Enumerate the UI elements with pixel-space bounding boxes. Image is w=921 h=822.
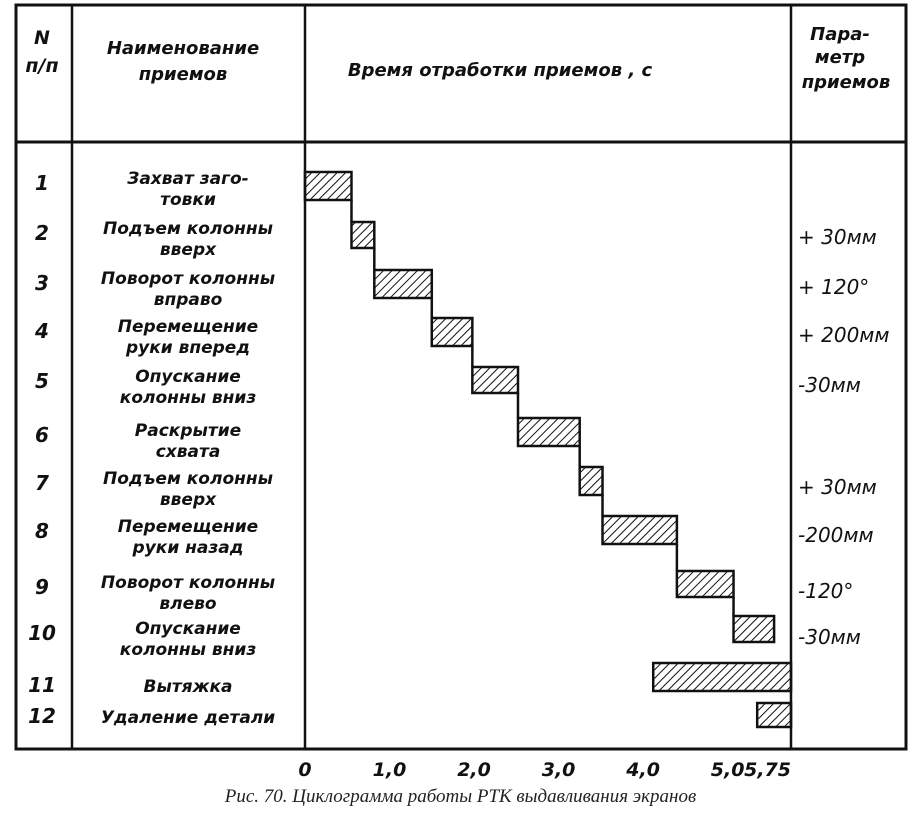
row-name-line: вверх [159, 240, 217, 260]
x-tick-label: 2,0 [457, 759, 491, 781]
row-parameter: + 30мм [798, 225, 877, 249]
row-name-line: Удаление детали [100, 708, 276, 728]
row-number: 1 [35, 171, 49, 195]
x-tick-label: 3,0 [541, 759, 576, 781]
header-name-line1: Наименование [106, 38, 260, 59]
x-axis-ticks [298, 759, 791, 781]
row-name-line: Перемещение [117, 517, 259, 537]
x-tick-label: 4,0 [626, 759, 660, 781]
gantt-bar [603, 516, 677, 544]
row-parameter: -30мм [798, 625, 861, 649]
row-number: 8 [35, 519, 49, 543]
row-number: 3 [35, 271, 49, 295]
row-number: 6 [35, 423, 49, 447]
row-name-line: вправо [153, 290, 223, 310]
row-name-line: Подъем колонны [103, 219, 273, 239]
header-time: Время отработки приемов , с [347, 60, 653, 81]
gantt-bar [472, 367, 518, 393]
row-number: 9 [35, 575, 49, 599]
header-name-line2: приемов [138, 64, 228, 85]
row-parameter: -120° [798, 579, 854, 603]
header-param-line1: Пара- [810, 24, 870, 45]
row-number: 12 [28, 704, 56, 728]
chart-rows [28, 169, 889, 728]
row-number: 2 [35, 221, 49, 245]
row-name-line: руки назад [132, 538, 244, 558]
gantt-bar [757, 703, 791, 727]
row-name-line: Вытяжка [143, 677, 233, 697]
x-tick-label: 5,75 [744, 759, 791, 781]
x-tick-label: 1,0 [372, 759, 407, 781]
gantt-bar [374, 270, 431, 298]
row-name-line: вверх [159, 490, 217, 510]
row-parameter: -200мм [798, 523, 874, 547]
figure-caption: Рис. 70. Циклограмма работы РТК выдавливания экранов [224, 786, 697, 807]
header-num-line2: п/п [25, 55, 59, 77]
row-name-line: Поворот колонны [100, 269, 276, 289]
gantt-bar [432, 318, 473, 346]
row-name-line: Перемещение [117, 317, 259, 337]
row-number: 10 [28, 621, 56, 645]
row-name-line: Раскрытие [134, 421, 242, 441]
row-parameter: + 30мм [798, 475, 877, 499]
row-name-line: товки [160, 190, 216, 210]
row-name-line: Опускание [135, 619, 241, 639]
x-tick-label: 0 [298, 759, 312, 781]
gantt-bar [580, 467, 603, 495]
row-name-line: Подъем колонны [103, 469, 273, 489]
row-name-line: Опускание [135, 367, 241, 387]
gantt-bar [677, 571, 734, 597]
row-name-line: руки вперед [125, 338, 251, 358]
row-name-line: колонны вниз [119, 388, 257, 408]
row-parameter: -30мм [798, 373, 861, 397]
row-number: 4 [35, 319, 49, 343]
gantt-bar [653, 663, 791, 691]
row-parameter: + 120° [798, 275, 870, 299]
gantt-bar [351, 222, 374, 248]
row-name-line: схвата [155, 442, 221, 462]
header-param-line3: приемов [801, 72, 891, 93]
header-param-line2: метр [814, 47, 866, 68]
row-name-line: Поворот колонны [100, 573, 276, 593]
table-header [25, 24, 890, 93]
x-tick-label: 5,0 [710, 759, 745, 781]
header-num-line1: N [34, 27, 50, 49]
row-parameter: + 200мм [798, 323, 890, 347]
gantt-bar [305, 172, 351, 200]
row-number: 11 [28, 673, 56, 697]
chart-bars [305, 172, 791, 727]
row-number: 5 [35, 369, 49, 393]
gantt-bar [734, 616, 775, 642]
row-number: 7 [35, 471, 49, 495]
row-name-line: влево [159, 594, 217, 614]
row-name-line: Захват заго- [127, 169, 249, 189]
gantt-bar [518, 418, 580, 446]
row-name-line: колонны вниз [119, 640, 257, 660]
